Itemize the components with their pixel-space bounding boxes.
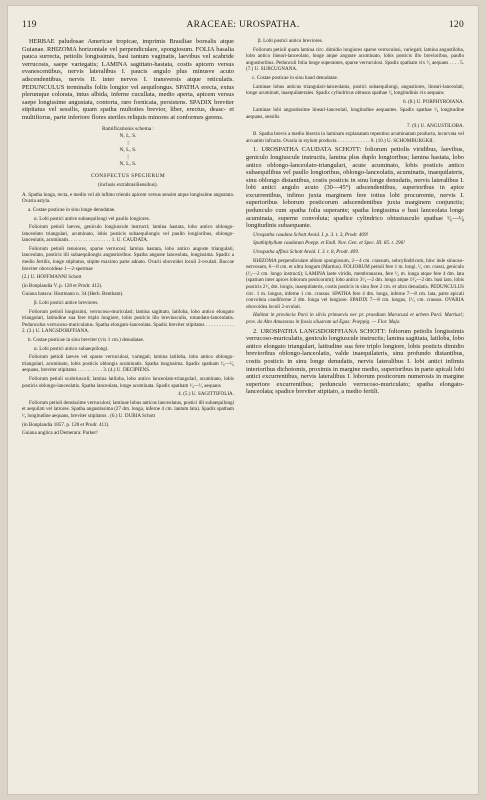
ramification-scheme xyxy=(22,126,234,168)
key-entry-14: 4. (5.) U. SAGITTIFOLIA. xyxy=(178,391,234,398)
page-number-right: 120 xyxy=(448,20,464,30)
key-entry-15: Foliorum petioli densissime verruculosi; laminae lobus anticus lanceolatus, postici illi subaequilongi et aequilati vel latiores. Spatha angustissima (27 dm. longa, inferne 4 cm. lantum lata). Spadix spatham ¹⁄₅ longitudine aequans, breviter stipitatus . (6.) U. DUBIA Schott xyxy=(22,399,234,419)
key-entry-9: Foliorum petioli longissimi, verrucoso-muriculati; lamina sagittato, latiloba, lobo antico elongato triangulari, latitudine sua fere triplo longiore, lobis posticis illo breviusculis, rotundato-lanceolatis. Pedunculus verrucoso-muriculatus. Spatha elongato-lanceolata. Spadix breviter stipitatus . . . . . . . . . . . 2. (3.) U. LANGSDORFFIANA. xyxy=(22,308,234,335)
scheme-line: | xyxy=(127,153,129,160)
species-2-description: 2. UROSPATHA LANGSDORFFIANA SCHOTT: foliorum petiolis longissimis verrucoso-muriculatis, geniculo longiuscule instructis; lamina sagittata, latiloba, lobo antico elongato triangulari, latitudine sua fere triplo longiore, lobis posticis dimidio brevioribus oblongo-lanceolatis, valde inaequilateris, sinu profundo distantibus, costis posticis in sinu longe denudatis, nervis lateralibus I. lobi antici infimis interioribus dichotomis, proximis in margine medio, superioribus in parte apicali lobi antici excurrentibus, nervis lateralibus I. loborum posticorum numerosis in margine superiore excurrentibus; pedunculo verrucoso-muriculato; spatha elongato-lanceolata; spadice breviter stipitato, a medio fertili. xyxy=(246,327,464,396)
key-entry-17: Guiana anglica ad Demerara: Parker! xyxy=(22,430,98,437)
key-entry-12: Foliorum petioli laeves vel sparse verruculosi, variegati; lamina latiloba, lobo antico oblongo-triangulari, acuminato, lobis posticis oblongis acuminatis. Spatha longissima. Spadix spatham ¹⁄₆—¹⁄₈ aequans, breviter stipitatus . . . . . . . . . . 3. (4.) U. DECIPIENS. xyxy=(22,354,234,374)
key-entry-13: Foliorum petioli scabriusculi; lamina latiloba, lobo antico lanceolato-triangulari, acuminato, lobis posticis oblongo-lanceolatis. Spatha lanceolata, longe acuminata. Spadix spatham ¹⁄₄—¹⁄₃ aequans xyxy=(22,375,234,389)
key-entry-7: Guiana batava: Hostmann n. 34 (Herb. Bentham). xyxy=(22,291,124,298)
key-entry-11: α. Lobi postici antico subaequilongi. xyxy=(34,345,109,352)
key-entry-right-1: Foliorum petioli quam lamina circ. dimidio longiores sparse verruculosi, variegati; lamina angustiloba, lobo antico lineari-lanceolato, longe atque anguste acuminato, lobis posticis illo brevioribus, paullo angustioribus. Pedunculi folia longe superantes, sparse verruculosi. Spadix spatham vix ¹⁄₅ aequans . . . . 5. (7.) U. SUBCUGNANA. xyxy=(246,46,464,73)
scheme-lines xyxy=(22,133,234,168)
document-page xyxy=(8,6,478,794)
conspectus-key-left xyxy=(22,192,234,437)
conspectus-subtitle: (inclusis extrabrasiliensibus). xyxy=(98,182,158,189)
key-entry-8: β. Lobi postici antice breviores. xyxy=(34,300,99,307)
key-entry-5: (2.) U. HOFFMANNI Schott xyxy=(22,274,82,281)
key-entry-10: b. Costae posticae in sinu breviter (vix 1 cm.) denudatae. xyxy=(28,337,144,343)
conspectus-key-right xyxy=(246,38,464,144)
species-1-details: RHIZOMA perpendiculare album spongiosum, 2—4 cm. crassum, subcylindricum, hinc inde sinuoso-nervosum, 6—8 cm. et ultra longum (Martius). FOLIORUM petioli fere 1 m. longi, ¹⁄₂ cm. crassi, geniculo (¹⁄₂—2 cm. longo instructi); LAMINA laete viridis, membranacea, fere ¹⁄₂ m. longa atque fere 4 dm. lata (spatium inter apices loborum posticorum); lobo antico 3¹⁄₂—2 dm. longo atque 1²⁄₃—2 dm. basi lato, lobis posticis 2¹⁄₃ dm. longis, inaequilateris, costis posticis in sinu fere 2 cm. et ultra denudatis. PEDUNCULUS circ. 1 m. longus, inferne 1 cm. crassus. SPATHA fere 4 dm. longa, inferne 7—8 cm. lata, parte apicali convoluta caudiforme 2 dm. longa vel longiore. SPADIX 7—8 cm. longus, 1¹⁄₂ cm. crassus. OVARIA obovoidea loculi 2-ovulati. xyxy=(246,257,464,310)
running-title: ARACEAE: UROSPATHA. xyxy=(186,20,300,30)
synonym: Urospatha affinis Schott Aroid. I. 3. t. 8, Prodr. 409. xyxy=(253,249,360,256)
scheme-line: N, L, S. xyxy=(119,146,137,153)
page-number-left: 119 xyxy=(22,20,37,30)
left-column xyxy=(22,38,234,776)
conspectus-title: CONSPECTUS SPECIERUM xyxy=(90,172,166,179)
key-entry-right-0: β. Lobi postici antico breviores. xyxy=(258,38,323,44)
key-entry-right-4: 6. (8.) U. PORPHYROIANA. xyxy=(403,98,464,105)
scheme-line: N, L, S. xyxy=(119,132,137,139)
species-1-synonyms xyxy=(246,232,464,256)
key-entry-right-3: Laminae lobus anticus triangulari-lanceolatus, postici subaequilongi, angustiores, lineari-lanceolati, longe acuminati, inaequilaterales. Spadix cylindricus obtusus spathae ¹⁄₆ longitudinis vix aequans xyxy=(246,83,464,97)
key-entry-4: Foliorum petioli tenuiores, sparse verrucosi; lamina hastata, lobo antico anguste triangulari, lanceolato, posticis illi subaequilongis angustioribus. Spatha anguste lanceolata, longissima. Spadix a medio fertilis, longe stipitatus, stipite maximo parte adnato. Ovarii obovoidei loculi 2-ovulati. Baccae breviter obovoideae 1—2-spermae xyxy=(22,245,234,272)
synonym: Urospatha caudata Schott Aroid. I. p. 3. t. 3, Prodr. 409! xyxy=(253,231,369,238)
scheme-title: Ramificationis schema : xyxy=(101,125,155,132)
key-entry-right-5: Laminae lobi angustissime lineari-lanceolati, longitudine aequantes. Spadix spathae ¹⁄₆ longitudine aequans, sessilis xyxy=(246,107,464,120)
species-1-habitat: Habitat in provincia Pará in silvis primaevis nec pr. praedium Maracuzá et urbem Pará: Martius!; prov. do Alto Amazonas in fossis siluarum ad Egas: Poeppig. — Flor. Majo. xyxy=(246,312,464,325)
key-entry-16: (in Bonplandia 1857. p. 128 et Prodr. 411). xyxy=(22,421,110,428)
page-header xyxy=(22,20,464,34)
key-entry-right-2: c. Costae posticae in sinu haud denudatae. xyxy=(252,74,339,81)
key-entry-6: (in Bonplandia V. p. 128 et Prodr. 412). xyxy=(22,282,103,289)
species-1-description: 1. UROSPATHA CAUDATA SCHOTT: foliorum petiolis viridibus, laevibus, geniculo longiuscule instructis, lamina plus duplo longioribus; lamina hastata, lobo antico oblongo-lanceolato-triangulari, acute acuminato, lobis posticis antico subaequilibus vel paullo longioribus, oblongo-lanceolatis, acuminatis, inaequilateris, sinu oblongo distantibus, costis posticis in sinu longe denudatis, nervis lateralibus I. lobi antici angulo acuto (30—45°) adscendentibus, superioribus in apice excurrentibus, infimo juxta marginem fere totius lobi procurrente, nervis I. superioribus loborum posticorum adscendentibus juxta marginem conjunctis; pedunculo cum spatha folia superante; spatha longissima e basi lanceolata longe acuminata, superne convoluta; spadice cylindrico obtusiusculo spathae ¹⁄₆—¹⁄₈ longitudinis subaequante. xyxy=(246,146,464,230)
scheme-line: N, L, S. xyxy=(119,160,137,167)
key-entry-right-6: 7. (9.) U. ANGUSTILOBA. xyxy=(406,122,464,129)
key-entry-2: α. Lobi postici antice subaequilongi vel paullo longiores. xyxy=(34,215,150,222)
key-entry-right-7: B. Spatha brevis a medio bisecta in laminam explanatam repentino acuminatam producta, incurvata vel arcuatim infracta. Ovaria in stylum producta . . . . . . . . . . . . . 8. (10.) U. SCHOMBURGKII. xyxy=(246,131,464,144)
scheme-line: | xyxy=(127,139,129,146)
synonym: Spathiphyllum caudatum Poepp. et Endl. Nov. Gen. et Spec. III. 85. t. 296! xyxy=(253,240,405,247)
key-entry-3: Foliorum petioli laeves, geniculo longiuscule instructi; lamina hastata, lobo antico oblongo-lanceolato triangulari, acuminato, lobis posticis subaequilongis vel paullo longioribus, oblongo-lanceolatis, acuminatis. . . . . . . . . . . . . . . . . 1. U. CAUDATA. xyxy=(22,224,234,244)
key-entry-0: A. Spatha longa, recta, e medio vel ab infimo trientis apicem versus sensim atque longissime angustata. Ovaria astyla. xyxy=(22,191,234,205)
genus-description: HERBAE paludosae Americae tropicae, imprimis Brasiliae borealis atque Guianae. RHIZOMA horizontale vel perpendiculare, spongiosum. FOLIA basalia pauca surrecta, petiolis longissimis, basi tantum vaginatis, laevibus vel scabride verrucosis, saepe variegatis; LAMINA sagittato-hastata, costis apicem versus evanescentibus, nervis lateralibus I. paucis angulo plus minusve acuto adscendentibus, nervis II. inter nervos I. transversis atque reticulatis. PEDUNCULUS terminalis foliis longior vel aequilongus. SPATHA erecta, extus plerumque colorata, intus albida, inferne cucullata, medio aperta, apicem versus saepe longissime angustata, contorta, raro fornicata, persistens. SPADIX breviter stipitatus vel sessilis, quam spatha multoties brevior, liber, erectus, deasc- et multifiorus, parte inferiore flores steriles reliquis minores at conformes gerens. xyxy=(22,38,234,121)
key-entry-1: a. Costae posticae in sinu longe denudatae. xyxy=(28,206,116,213)
right-column xyxy=(246,38,464,776)
